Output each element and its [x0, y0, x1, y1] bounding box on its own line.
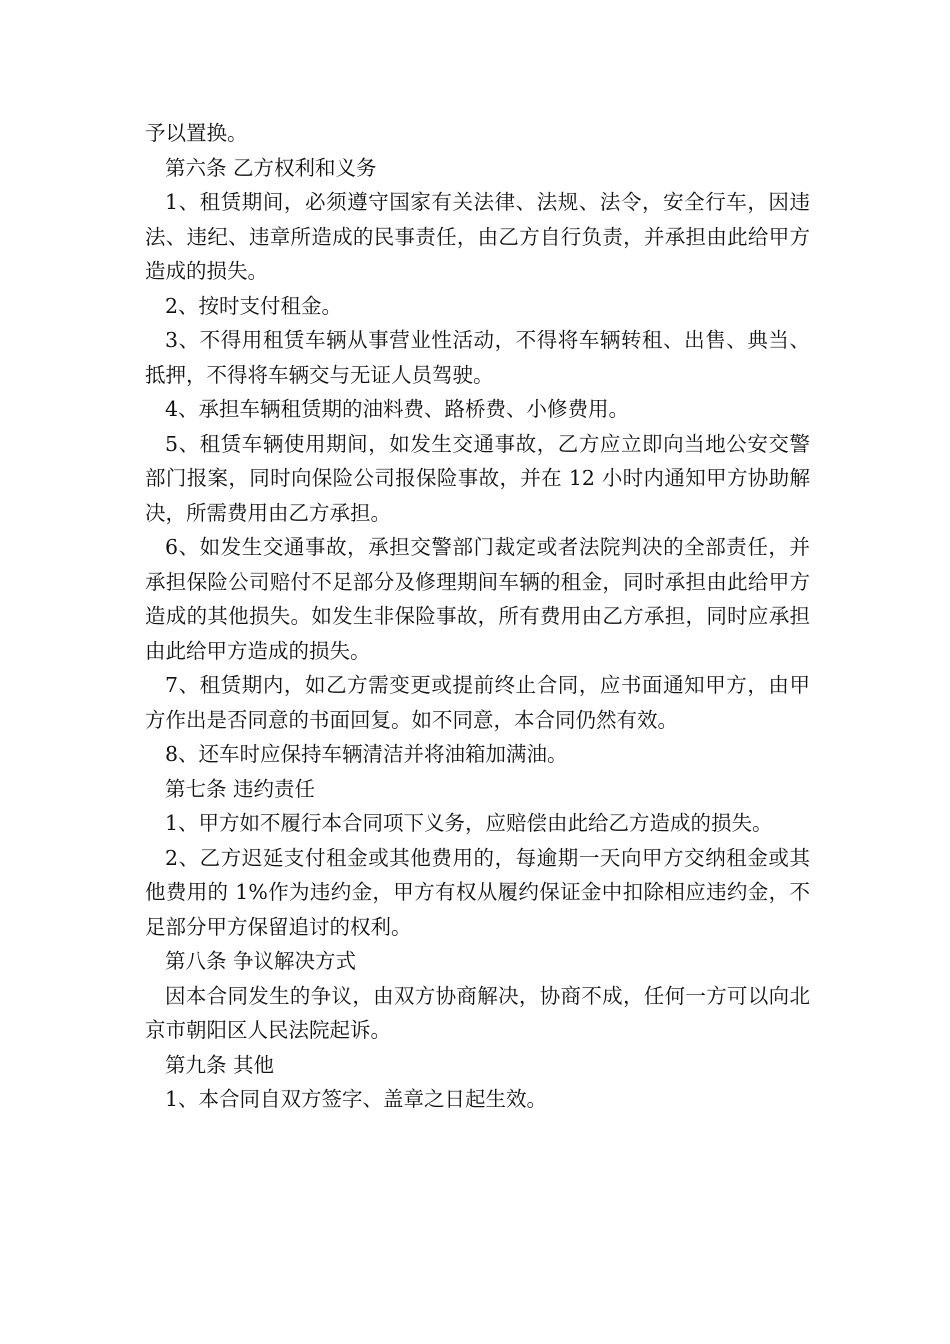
article-seven-clause-1: 1、甲方如不履行本合同项下义务，应赔偿由此给乙方造成的损失。 [165, 811, 773, 835]
article-seven-clause-2: 2、乙方迟延支付租金或其他费用的，每逾期一天向甲方交纳租金或其他费用的 1%作为违约金，甲方有权从履约保证金中扣除相应违约金，不足部分甲方保留追讨的权利。 [145, 845, 810, 939]
article-six-clause-7: 7、租赁期内，如乙方需变更或提前终止合同，应书面通知甲方，由甲方作出是否同意的书面回复。如不同意，本合同仍然有效。 [145, 673, 810, 732]
article-nine-clause-1: 1、本合同自双方签字、盖章之日起生效。 [165, 1087, 548, 1111]
article-eight-heading: 第八条 争议解决方式 [165, 949, 357, 973]
article-six-clause-4: 4、承担车辆租赁期的油料费、路桥费、小修费用。 [165, 397, 630, 421]
article-six-clause-6: 6、如发生交通事故，承担交警部门裁定或者法院判决的全部责任，并承担保险公司赔付不足部分及修理期间车辆的租金，同时承担由此给甲方造成的其他损失。如发生非保险事故，所有费用由乙方承担，同时应承担由此给甲方造成的损失。 [145, 535, 810, 663]
document-page [145, 116, 810, 1117]
article-nine-heading: 第九条 其他 [165, 1052, 275, 1077]
article-seven-heading: 第七条 违约责任 [165, 776, 316, 801]
article-six-clause-2: 2、按时支付租金。 [165, 293, 343, 318]
article-six-heading: 第六条 乙方权利和义务 [165, 155, 377, 180]
article-eight-body: 因本合同发生的争议，由双方协商解决，协商不成，任何一方可以向北京市朝阳区人民法院起诉。 [145, 983, 810, 1042]
article-six-clause-3: 3、不得用租赁车辆从事营业性活动，不得将车辆转租、出售、典当、抵押，不得将车辆交与无证人员驾驶。 [145, 328, 810, 387]
article-six-clause-5: 5、租赁车辆使用期间，如发生交通事故，乙方应立即向当地公安交警部门报案，同时向保险公司报保险事故，并在 12 小时内通知甲方协助解决，所需费用由乙方承担。 [145, 431, 810, 525]
article-six-clause-1: 1、租赁期间，必须遵守国家有关法律、法规、法令，安全行车，因违法、违纪、违章所造成的民事责任，由乙方自行负责，并承担由此给甲方造成的损失。 [145, 190, 810, 283]
article-six-clause-8: 8、还车时应保持车辆清洁并将油箱加满油。 [165, 742, 568, 766]
paragraph-continuation: 予以置换。 [145, 121, 248, 145]
